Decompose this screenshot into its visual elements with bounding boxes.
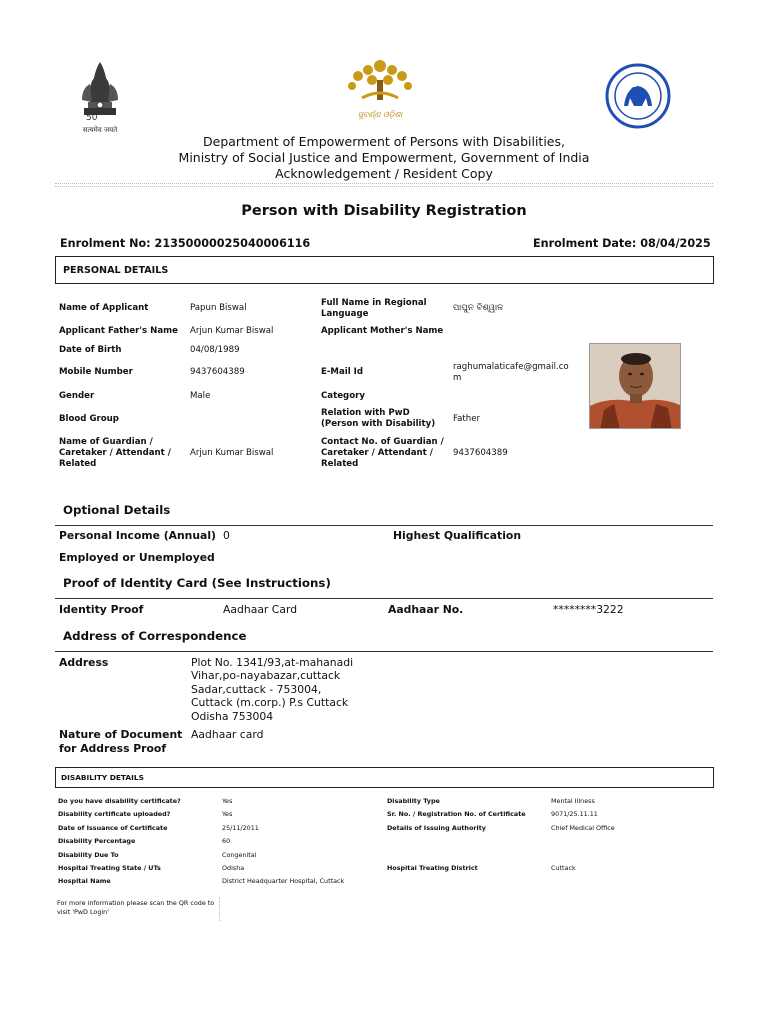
hospital-district-value: Cuttack xyxy=(551,864,576,872)
email-label: E-Mail Id xyxy=(321,367,364,377)
address-label: Address xyxy=(59,656,109,669)
disability-details-header-box xyxy=(55,767,714,788)
certificate-value: Yes xyxy=(222,797,233,805)
identity-proof-label: Identity Proof xyxy=(59,603,144,616)
applicant-photo xyxy=(589,343,681,429)
enrolment-no-label: Enrolment No: xyxy=(60,237,151,250)
section-rule xyxy=(55,598,713,599)
mother-name-label: Applicant Mother's Name xyxy=(321,326,444,336)
identity-proof-value: Aadhaar Card xyxy=(223,603,298,616)
relation-value: Father xyxy=(453,414,481,424)
mobile-label: Mobile Number xyxy=(59,367,133,377)
address-heading: Address of Correspondence xyxy=(63,629,247,643)
email-value: raghumalaticafe@gmail.com xyxy=(453,362,569,383)
guardian-contact-value: 9437604389 xyxy=(453,448,508,458)
employment-label: Employed or Unemployed xyxy=(59,551,215,564)
odisha-seal-logo xyxy=(604,58,672,134)
hospital-state-value: Odisha xyxy=(222,864,245,872)
certificate-uploaded-value: Yes xyxy=(222,810,233,818)
address-line: Cuttack (m.corp.) P.s Cuttack xyxy=(191,696,349,710)
disability-type-label: Disability Type xyxy=(387,797,440,805)
qualification-label: Highest Qualification xyxy=(393,529,522,542)
section-rule xyxy=(55,525,713,526)
issuance-date-label: Date of Issuance of Certificate xyxy=(58,824,168,832)
address-proof-value: Aadhaar card xyxy=(191,728,264,741)
hospital-state-label: Hospital Treating State / UTs xyxy=(58,864,161,872)
header-copy-type: Acknowledgement / Resident Copy xyxy=(275,166,493,181)
applicant-name-value: Papun Biswal xyxy=(190,303,247,313)
personal-details-header-box xyxy=(55,256,714,284)
identity-heading: Proof of Identity Card (See Instructions) xyxy=(63,576,331,590)
hospital-district-label: Hospital Treating District xyxy=(387,864,478,872)
certificate-uploaded-label: Disability certificate uploaded? xyxy=(58,810,171,818)
issuing-authority-value: Chief Medical Office xyxy=(551,824,615,832)
disability-type-value: Mental Illness xyxy=(551,797,595,805)
qr-note: For more information please scan the QR code to visit 'PwD Login' xyxy=(57,899,215,916)
gender-label: Gender xyxy=(59,391,95,401)
address-line: Plot No. 1341/93,at-mahanadi xyxy=(191,656,354,669)
dob-value: 04/08/1989 xyxy=(190,345,240,355)
optional-details-heading: Optional Details xyxy=(63,503,171,517)
header-ministry: Ministry of Social Justice and Empowerment, Government of India xyxy=(178,150,590,165)
hospital-name-label: Hospital Name xyxy=(58,877,111,885)
certificate-srno-label: Sr. No. / Registration No. of Certificate xyxy=(387,810,526,818)
enrolment-date-value: 08/04/2025 xyxy=(640,237,711,250)
subarna-odisha-logo xyxy=(344,58,416,122)
enrolment-date xyxy=(533,237,711,250)
address-line: Odisha 753004 xyxy=(191,709,274,723)
issuance-date-value: 25/11/2011 xyxy=(222,824,259,832)
personal-details-heading: PERSONAL DETAILS xyxy=(63,265,169,276)
address-line: Vihar,po-nayabazar,cuttack xyxy=(191,669,341,683)
section-rule xyxy=(55,651,713,652)
svg-text:50: 50 xyxy=(86,113,98,122)
address-proof-label: Nature of Document for Address Proof xyxy=(59,728,183,755)
disability-percentage-value: 60 xyxy=(222,837,231,845)
regional-name-value: ପାପୁନ ବିଶ୍ୱାଳ xyxy=(453,303,504,313)
disability-percentage-label: Disability Percentage xyxy=(58,837,136,845)
guardian-contact-label: Contact No. of Guardian / Caretaker / Attendant / Related xyxy=(321,437,444,469)
hospital-name-value: District Headquarter Hospital, Cuttack xyxy=(222,877,345,885)
guardian-value: Arjun Kumar Biswal xyxy=(190,448,274,458)
father-name-value: Arjun Kumar Biswal xyxy=(190,326,274,336)
qr-divider xyxy=(219,897,220,921)
income-label: Personal Income (Annual) xyxy=(59,529,216,542)
mobile-value: 9437604389 xyxy=(190,367,245,377)
relation-label: Relation with PwD (Person with Disability) xyxy=(321,408,436,429)
disability-due-label: Disability Due To xyxy=(58,851,119,859)
father-name-label: Applicant Father's Name xyxy=(59,326,178,336)
enrolment-no xyxy=(60,237,310,250)
disability-details-heading: DISABILITY DETAILS xyxy=(61,773,144,782)
dotted-divider xyxy=(55,186,713,187)
certificate-srno-value: 9071/25.11.11 xyxy=(551,810,598,818)
national-emblem-logo xyxy=(70,56,130,136)
enrolment-no-value: 21350000025040006116 xyxy=(154,237,311,250)
issuing-authority-label: Details of Issuing Authority xyxy=(387,824,486,832)
emblem-motto: सत्यमेव जयते xyxy=(82,126,118,134)
regional-name-label: Full Name in Regional Language xyxy=(321,298,427,319)
page-title: Person with Disability Registration xyxy=(241,203,527,219)
category-label: Category xyxy=(321,391,365,401)
address-line: Sadar,cuttack - 753004, xyxy=(191,682,322,696)
disability-due-value: Congenital xyxy=(222,851,257,859)
guardian-label: Name of Guardian / Caretaker / Attendant / Related xyxy=(59,437,171,469)
header-department: Department of Empowerment of Persons with Disabilities, xyxy=(203,134,565,149)
enrolment-date-label: Enrolment Date: xyxy=(533,237,637,250)
income-value: 0 xyxy=(223,529,230,542)
aadhaar-value: ********3222 xyxy=(553,603,624,616)
dob-label: Date of Birth xyxy=(59,345,122,355)
aadhaar-label: Aadhaar No. xyxy=(388,603,464,616)
blood-group-label: Blood Group xyxy=(59,414,119,424)
dotted-divider xyxy=(55,183,713,184)
center-logo-text: ସୁବର୍ଣ୍ଣ ଓଡ଼ିଶା xyxy=(357,110,403,119)
applicant-name-label: Name of Applicant xyxy=(59,303,149,313)
address-value xyxy=(191,656,353,723)
certificate-label: Do you have disability certificate? xyxy=(58,797,181,805)
gender-value: Male xyxy=(190,391,211,401)
